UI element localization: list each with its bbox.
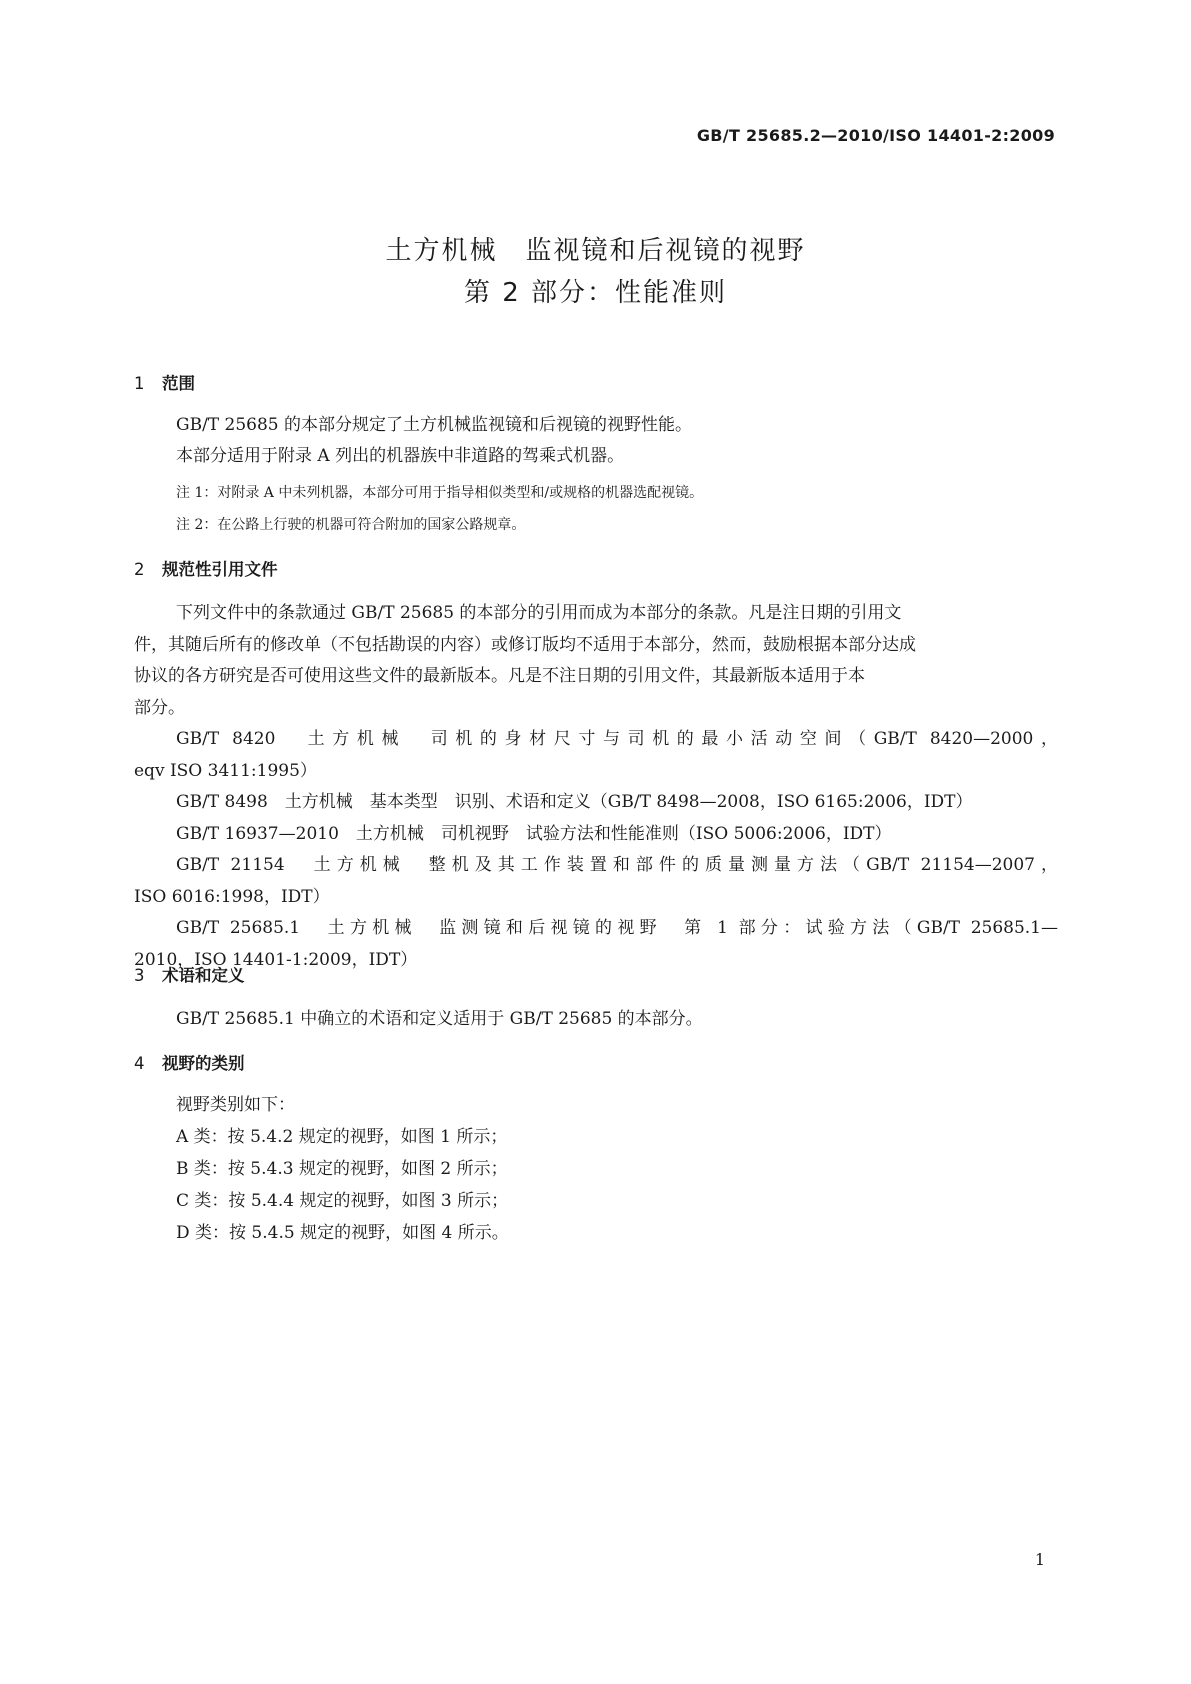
section-3-heading <box>134 962 245 986</box>
section-title: 规范性引用文件 <box>162 560 278 579</box>
paragraph-line: 部分。 <box>134 697 185 718</box>
section-number: 1 <box>134 374 145 393</box>
reference-line: ISO 6016:1998，IDT） <box>134 886 330 907</box>
paragraph-line: 件，其随后所有的修改单（不包括勘误的内容）或修订版均不适用于本部分，然而，鼓励根据本部分达成 <box>134 634 916 655</box>
reference-line: GB/T 8498 土方机械 基本类型 识别、术语和定义（GB/T 8498—2008，ISO 6165:2006，IDT） <box>176 792 973 812</box>
list-item: A 类：按 5.4.2 规定的视野，如图 1 所示； <box>176 1127 508 1147</box>
note: 注 1：对附录 A 中未列机器，本部分可用于指导相似类型和/或规格的机器选配视镜。 <box>176 485 704 501</box>
section-title: 范围 <box>162 374 195 393</box>
section-title: 术语和定义 <box>162 966 245 985</box>
paragraph-line: 协议的各方研究是否可使用这些文件的最新版本。凡是不注日期的引用文件，其最新版本适用于本 <box>134 666 865 686</box>
reference-line: 2010，ISO 14401-1:2009，IDT） <box>134 949 418 970</box>
section-2-heading <box>134 556 278 580</box>
list-item: B 类：按 5.4.3 规定的视野，如图 2 所示； <box>176 1159 508 1179</box>
paragraph: 视野类别如下： <box>176 1095 295 1115</box>
list-item: C 类：按 5.4.4 规定的视野，如图 3 所示； <box>176 1191 509 1211</box>
note: 注 2：在公路上行驶的机器可符合附加的国家公路规章。 <box>176 517 526 533</box>
page-number: 1 <box>1034 1550 1045 1569</box>
document-title: 土方机械 监视镜和后视镜的视野 <box>385 236 806 266</box>
reference-line: GB/T 25685.1 土方机械 监测镜和后视镜的视野 第 1 部分：试验方法（GB/T 25685.1— <box>176 918 1058 938</box>
list-item: D 类：按 5.4.5 规定的视野，如图 4 所示。 <box>176 1223 509 1243</box>
reference-line: eqv ISO 3411:1995） <box>134 760 317 781</box>
paragraph: GB/T 25685.1 中确立的术语和定义适用于 GB/T 25685 的本部分。 <box>176 1009 703 1029</box>
reference-line: GB/T 21154 土方机械 整机及其工作装置和部件的质量测量方法（GB/T 21154—2007， <box>176 855 1058 875</box>
paragraph: 本部分适用于附录 A 列出的机器族中非道路的驾乘式机器。 <box>176 446 625 466</box>
reference-line: GB/T 8420 土方机械 司机的身材尺寸与司机的最小活动空间（GB/T 8420—2000， <box>176 729 1058 749</box>
document-subtitle: 第 2 部分：性能准则 <box>463 278 728 308</box>
standard-code-header: GB/T 25685.2—2010/ISO 14401-2:2009 <box>696 126 1055 145</box>
paragraph: GB/T 25685 的本部分规定了土方机械监视镜和后视镜的视野性能。 <box>176 415 693 435</box>
section-4-heading <box>134 1050 245 1074</box>
section-title: 视野的类别 <box>162 1054 245 1073</box>
reference-line: GB/T 16937—2010 土方机械 司机视野 试验方法和性能准则（ISO 5006:2006，IDT） <box>176 823 892 844</box>
section-number: 3 <box>134 966 145 985</box>
section-2-body <box>134 598 1058 976</box>
section-number: 4 <box>134 1054 145 1073</box>
section-number: 2 <box>134 560 145 579</box>
section-1-heading <box>134 370 195 394</box>
paragraph-line: 下列文件中的条款通过 GB/T 25685 的本部分的引用而成为本部分的条款。凡是注日期的引用文 <box>176 603 902 623</box>
